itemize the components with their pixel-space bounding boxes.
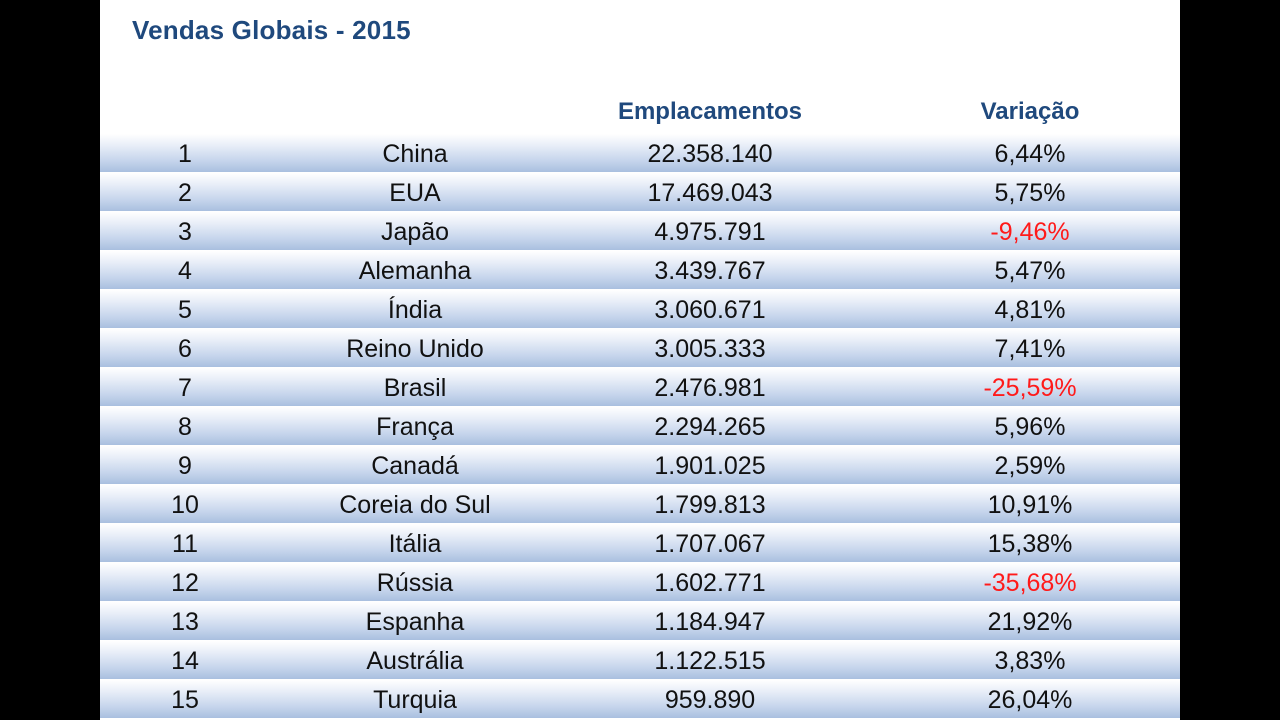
- table-row: [100, 562, 1180, 601]
- rank-cell: 15: [171, 686, 199, 714]
- country-cell: Espanha: [365, 608, 465, 636]
- rank-cell: 6: [178, 335, 192, 363]
- sales-cell: 22.358.140: [647, 140, 773, 168]
- rank-cell: 8: [178, 413, 192, 441]
- rank-cell: 11: [172, 530, 198, 558]
- country-cell: Japão: [380, 218, 450, 246]
- table-row: [100, 211, 1180, 250]
- rank-cell: 2: [178, 179, 192, 207]
- sales-cell: 3.439.767: [654, 257, 766, 285]
- variation-cell: 4,81%: [994, 296, 1066, 324]
- column-header-sales: Emplacamentos: [617, 98, 803, 125]
- rank-cell: 7: [178, 374, 192, 402]
- variation-cell: 5,47%: [994, 257, 1066, 285]
- table-row: [100, 289, 1180, 328]
- table-row: [100, 367, 1180, 406]
- variation-cell: 6,44%: [994, 140, 1066, 168]
- rank-cell: 13: [171, 608, 199, 636]
- table-row: [100, 328, 1180, 367]
- variation-cell: 3,83%: [994, 647, 1066, 675]
- rank-cell: 9: [178, 452, 192, 480]
- table-row: [100, 133, 1180, 172]
- rank-cell: 10: [171, 491, 199, 519]
- table-row: [100, 484, 1180, 523]
- variation-cell: 5,96%: [994, 413, 1066, 441]
- country-cell: Alemanha: [358, 257, 472, 285]
- variation-cell: -25,59%: [983, 374, 1077, 402]
- rank-cell: 1: [178, 140, 192, 168]
- variation-cell: 21,92%: [987, 608, 1073, 636]
- variation-cell: -35,68%: [983, 569, 1077, 597]
- rank-cell: 12: [171, 569, 199, 597]
- sales-cell: 1.122.515: [654, 647, 766, 675]
- country-cell: França: [376, 413, 454, 441]
- variation-cell: 7,41%: [994, 335, 1066, 363]
- sales-cell: 17.469.043: [647, 179, 773, 207]
- table-row: [100, 172, 1180, 211]
- sales-cell: 3.005.333: [654, 335, 766, 363]
- sales-cell: 3.060.671: [654, 296, 766, 324]
- sales-cell: 959.890: [664, 686, 756, 714]
- variation-cell: 26,04%: [987, 686, 1073, 714]
- sales-cell: 4.975.791: [654, 218, 766, 246]
- country-cell: Canadá: [371, 452, 459, 480]
- country-cell: Rússia: [376, 569, 454, 597]
- sales-cell: 1.799.813: [654, 491, 766, 519]
- table-row: [100, 250, 1180, 289]
- country-cell: Reino Unido: [346, 335, 484, 363]
- sales-cell: 2.294.265: [654, 413, 766, 441]
- variation-cell: 10,91%: [987, 491, 1073, 519]
- country-cell: Índia: [387, 296, 443, 324]
- sales-cell: 1.707.067: [654, 530, 766, 558]
- sales-cell: 1.184.947: [654, 608, 766, 636]
- country-cell: Brasil: [383, 374, 447, 402]
- table-row: [100, 679, 1180, 718]
- sales-cell: 2.476.981: [654, 374, 766, 402]
- country-cell: Turquia: [373, 686, 457, 714]
- sales-cell: 1.901.025: [654, 452, 766, 480]
- variation-cell: 2,59%: [994, 452, 1066, 480]
- table-body: [100, 133, 1180, 718]
- table-canvas: [100, 0, 1180, 720]
- rank-cell: 3: [178, 218, 192, 246]
- country-cell: Itália: [388, 530, 442, 558]
- variation-cell: 15,38%: [987, 530, 1073, 558]
- table-row: [100, 523, 1180, 562]
- variation-cell: 5,75%: [994, 179, 1066, 207]
- rank-cell: 14: [171, 647, 199, 675]
- table-row: [100, 640, 1180, 679]
- column-header-variation: Variação: [980, 98, 1080, 125]
- country-cell: EUA: [389, 179, 441, 207]
- table-row: [100, 406, 1180, 445]
- rank-cell: 5: [178, 296, 192, 324]
- rank-cell: 4: [178, 257, 192, 285]
- country-cell: China: [382, 140, 448, 168]
- country-cell: Coreia do Sul: [339, 491, 491, 519]
- page-title: Vendas Globais - 2015: [132, 15, 411, 45]
- variation-cell: -9,46%: [990, 218, 1070, 246]
- country-cell: Austrália: [366, 647, 464, 675]
- sales-cell: 1.602.771: [654, 569, 766, 597]
- table-row: [100, 601, 1180, 640]
- table-row: [100, 445, 1180, 484]
